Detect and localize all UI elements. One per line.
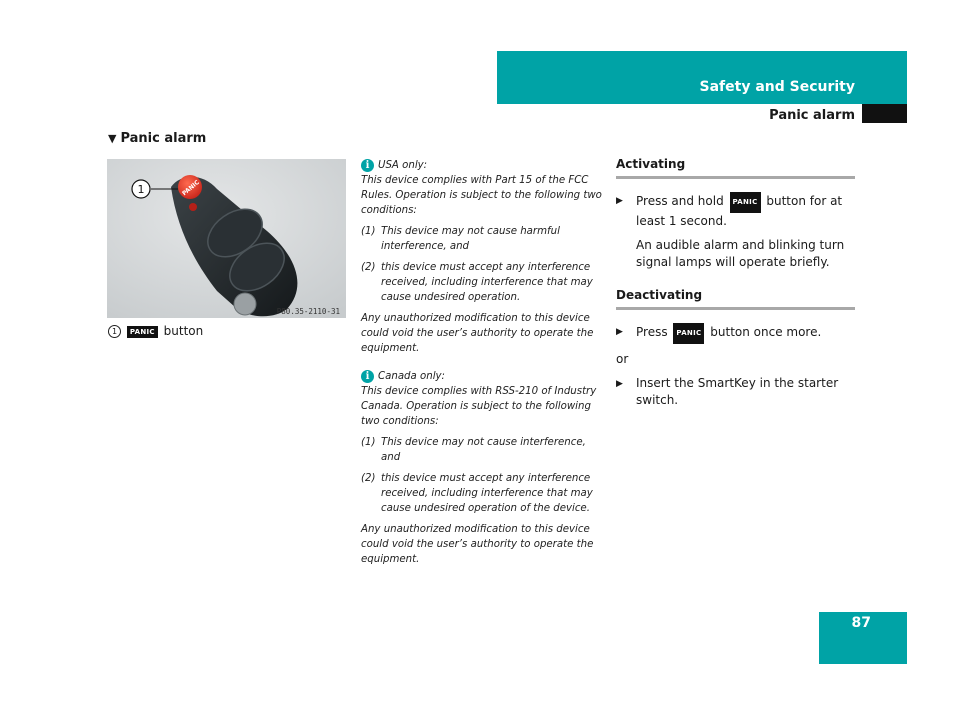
info-icon: i — [361, 370, 374, 383]
subsection-title: Panic alarm — [769, 108, 855, 123]
usa-intro: This device complies with Part 15 of the FCC Rules. Operation is subject to the following two conditions: — [361, 175, 602, 216]
panic-alarm-heading — [108, 131, 206, 146]
panic-button-text: PANIC — [180, 178, 201, 198]
smartkey-illustration — [107, 159, 346, 318]
smartkey-figure — [107, 159, 346, 318]
canada-footer: Any unauthorized modification to this device could void the user’s authority to operate the equipment. — [361, 524, 594, 565]
list-item: (1) This device may not cause interference, and — [361, 437, 586, 463]
activating-result: An audible alarm and blinking turn signal lamps will operate briefly. — [636, 238, 845, 269]
triangle-right-icon: ▶ — [616, 196, 623, 206]
usa-footer: Any unauthorized modification to this device could void the user’s authority to operate the equipment. — [361, 313, 594, 354]
heading-text: Panic alarm — [120, 131, 207, 146]
section-title: Safety and Security — [699, 79, 855, 95]
canada-label: Canada only: — [378, 371, 445, 382]
triangle-right-icon: ▶ — [616, 327, 623, 337]
header-bar — [497, 51, 907, 104]
figure-caption — [108, 324, 203, 338]
deactivating-step: ▶ Press PANIC button once more. — [616, 323, 855, 344]
keyring-loop — [234, 293, 256, 315]
canada-intro: This device complies with RSS-210 of Industry Canada. Operation is subject to the following two conditions: — [361, 386, 597, 427]
panic-button-icon: PANIC — [730, 192, 761, 213]
instructions — [616, 156, 855, 416]
caption-text: button — [163, 324, 204, 338]
deactivating-heading: Deactivating — [616, 287, 855, 310]
activating-step: ▶ Press and hold PANIC button for at least 1 second. — [616, 194, 843, 228]
list-item: (2) this device must accept any interference received, including interference that may cause undesired operation of the device. — [361, 473, 593, 514]
list-item: (2) this device must accept any interference received, including interference that may cause undesired operation. — [361, 262, 593, 303]
regulatory-notes — [361, 158, 605, 573]
triangle-down-icon: ▼ — [108, 132, 117, 145]
triangle-right-icon: ▶ — [616, 379, 623, 389]
usa-note — [361, 158, 605, 356]
deactivating-step-alt: ▶ Insert the SmartKey in the starter switch. — [616, 376, 839, 407]
info-icon: i — [361, 159, 374, 172]
section-tab-marker — [862, 104, 907, 123]
figure-code: P80.35-2110-31 — [276, 307, 340, 316]
activating-heading: Activating — [616, 156, 855, 179]
canada-note — [361, 369, 605, 567]
callout-number: 1 — [137, 183, 145, 196]
panic-button-icon: PANIC — [673, 323, 704, 344]
panic-button-icon: PANIC — [127, 326, 158, 338]
list-item: (1) This device may not cause harmful interference, and — [361, 226, 560, 252]
led-indicator — [189, 203, 197, 211]
page-number: 87 — [851, 615, 871, 631]
caption-number: 1 — [108, 325, 121, 338]
usa-label: USA only: — [378, 160, 428, 171]
or-text: or — [616, 352, 629, 366]
